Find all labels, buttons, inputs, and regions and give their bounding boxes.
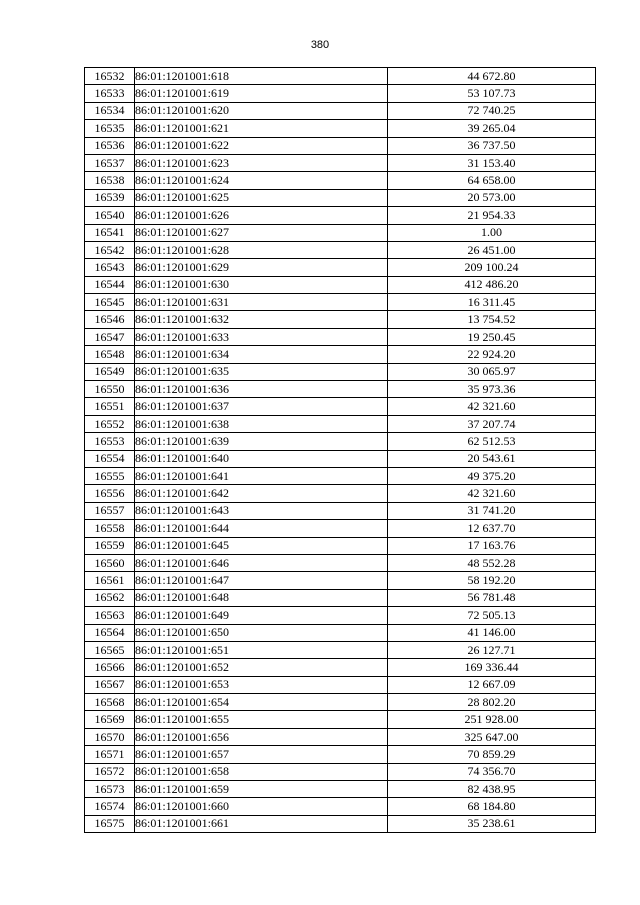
- cadastral-number-cell: 86:01:1201001:651: [135, 641, 388, 658]
- cadastral-value-cell: 412 486.20: [388, 276, 596, 293]
- cadastral-value-cell: 62 512.53: [388, 433, 596, 450]
- cadastral-value-cell: 169 336.44: [388, 659, 596, 676]
- cadastral-value-cell: 37 207.74: [388, 415, 596, 432]
- cadastral-number-cell: 86:01:1201001:658: [135, 763, 388, 780]
- cadastral-value-table: [84, 67, 596, 833]
- cadastral-number-cell: 86:01:1201001:627: [135, 224, 388, 241]
- row-number-cell: 16563: [85, 607, 135, 624]
- row-number-cell: 16569: [85, 711, 135, 728]
- table-body: [85, 68, 596, 833]
- table-row: [85, 415, 596, 432]
- cadastral-number-cell: 86:01:1201001:619: [135, 85, 388, 102]
- table-row: [85, 259, 596, 276]
- cadastral-value-cell: 53 107.73: [388, 85, 596, 102]
- row-number-cell: 16572: [85, 763, 135, 780]
- row-number-cell: 16553: [85, 433, 135, 450]
- row-number-cell: 16548: [85, 346, 135, 363]
- cadastral-value-cell: 12 667.09: [388, 676, 596, 693]
- table-row: [85, 537, 596, 554]
- row-number-cell: 16545: [85, 294, 135, 311]
- row-number-cell: 16547: [85, 328, 135, 345]
- cadastral-value-cell: 70 859.29: [388, 746, 596, 763]
- cadastral-number-cell: 86:01:1201001:622: [135, 137, 388, 154]
- table-row: [85, 815, 596, 832]
- cadastral-number-cell: 86:01:1201001:645: [135, 537, 388, 554]
- table-row: [85, 572, 596, 589]
- table-row: [85, 381, 596, 398]
- cadastral-value-cell: 42 321.60: [388, 398, 596, 415]
- cadastral-number-cell: 86:01:1201001:621: [135, 120, 388, 137]
- cadastral-number-cell: 86:01:1201001:640: [135, 450, 388, 467]
- cadastral-number-cell: 86:01:1201001:643: [135, 502, 388, 519]
- cadastral-number-cell: 86:01:1201001:646: [135, 554, 388, 571]
- cadastral-value-cell: 42 321.60: [388, 485, 596, 502]
- cadastral-number-cell: 86:01:1201001:625: [135, 189, 388, 206]
- cadastral-value-cell: 20 573.00: [388, 189, 596, 206]
- table-row: [85, 711, 596, 728]
- cadastral-number-cell: 86:01:1201001:634: [135, 346, 388, 363]
- row-number-cell: 16541: [85, 224, 135, 241]
- table-row: [85, 363, 596, 380]
- cadastral-number-cell: 86:01:1201001:647: [135, 572, 388, 589]
- row-number-cell: 16551: [85, 398, 135, 415]
- cadastral-number-cell: 86:01:1201001:636: [135, 381, 388, 398]
- row-number-cell: 16534: [85, 102, 135, 119]
- cadastral-number-cell: 86:01:1201001:629: [135, 259, 388, 276]
- table-row: [85, 694, 596, 711]
- row-number-cell: 16555: [85, 467, 135, 484]
- cadastral-value-cell: 35 973.36: [388, 381, 596, 398]
- cadastral-value-cell: 31 153.40: [388, 154, 596, 171]
- cadastral-number-cell: 86:01:1201001:628: [135, 241, 388, 258]
- cadastral-number-cell: 86:01:1201001:660: [135, 798, 388, 815]
- table-row: [85, 189, 596, 206]
- cadastral-value-cell: 58 192.20: [388, 572, 596, 589]
- cadastral-number-cell: 86:01:1201001:652: [135, 659, 388, 676]
- table-row: [85, 641, 596, 658]
- cadastral-value-cell: 41 146.00: [388, 624, 596, 641]
- cadastral-number-cell: 86:01:1201001:650: [135, 624, 388, 641]
- cadastral-number-cell: 86:01:1201001:637: [135, 398, 388, 415]
- row-number-cell: 16560: [85, 554, 135, 571]
- cadastral-value-cell: 56 781.48: [388, 589, 596, 606]
- row-number-cell: 16559: [85, 537, 135, 554]
- cadastral-number-cell: 86:01:1201001:656: [135, 728, 388, 745]
- table-row: [85, 294, 596, 311]
- cadastral-value-cell: 35 238.61: [388, 815, 596, 832]
- cadastral-value-cell: 72 505.13: [388, 607, 596, 624]
- cadastral-value-cell: 68 184.80: [388, 798, 596, 815]
- cadastral-number-cell: 86:01:1201001:653: [135, 676, 388, 693]
- cadastral-number-cell: 86:01:1201001:641: [135, 467, 388, 484]
- table-row: [85, 607, 596, 624]
- row-number-cell: 16544: [85, 276, 135, 293]
- cadastral-number-cell: 86:01:1201001:623: [135, 154, 388, 171]
- cadastral-value-cell: 209 100.24: [388, 259, 596, 276]
- cadastral-value-cell: 39 265.04: [388, 120, 596, 137]
- cadastral-value-cell: 49 375.20: [388, 467, 596, 484]
- cadastral-value-cell: 1.00: [388, 224, 596, 241]
- table-row: [85, 224, 596, 241]
- cadastral-value-cell: 12 637.70: [388, 520, 596, 537]
- row-number-cell: 16566: [85, 659, 135, 676]
- table-row: [85, 763, 596, 780]
- row-number-cell: 16533: [85, 85, 135, 102]
- cadastral-value-cell: 64 658.00: [388, 172, 596, 189]
- cadastral-number-cell: 86:01:1201001:659: [135, 781, 388, 798]
- row-number-cell: 16543: [85, 259, 135, 276]
- table-row: [85, 346, 596, 363]
- row-number-cell: 16557: [85, 502, 135, 519]
- row-number-cell: 16537: [85, 154, 135, 171]
- cadastral-number-cell: 86:01:1201001:632: [135, 311, 388, 328]
- row-number-cell: 16567: [85, 676, 135, 693]
- cadastral-number-cell: 86:01:1201001:655: [135, 711, 388, 728]
- cadastral-value-cell: 17 163.76: [388, 537, 596, 554]
- table-row: [85, 798, 596, 815]
- cadastral-number-cell: 86:01:1201001:631: [135, 294, 388, 311]
- table-row: [85, 154, 596, 171]
- cadastral-value-cell: 36 737.50: [388, 137, 596, 154]
- row-number-cell: 16540: [85, 207, 135, 224]
- row-number-cell: 16536: [85, 137, 135, 154]
- cadastral-number-cell: 86:01:1201001:644: [135, 520, 388, 537]
- cadastral-value-cell: 48 552.28: [388, 554, 596, 571]
- table-row: [85, 485, 596, 502]
- row-number-cell: 16532: [85, 68, 135, 85]
- row-number-cell: 16562: [85, 589, 135, 606]
- cadastral-number-cell: 86:01:1201001:624: [135, 172, 388, 189]
- cadastral-value-cell: 30 065.97: [388, 363, 596, 380]
- row-number-cell: 16539: [85, 189, 135, 206]
- table-row: [85, 68, 596, 85]
- table-row: [85, 589, 596, 606]
- row-number-cell: 16561: [85, 572, 135, 589]
- row-number-cell: 16575: [85, 815, 135, 832]
- page-number: 380: [310, 39, 330, 51]
- cadastral-number-cell: 86:01:1201001:626: [135, 207, 388, 224]
- table-row: [85, 659, 596, 676]
- cadastral-value-cell: 74 356.70: [388, 763, 596, 780]
- cadastral-value-cell: 16 311.45: [388, 294, 596, 311]
- cadastral-value-cell: 22 924.20: [388, 346, 596, 363]
- cadastral-value-cell: 82 438.95: [388, 781, 596, 798]
- cadastral-number-cell: 86:01:1201001:648: [135, 589, 388, 606]
- row-number-cell: 16565: [85, 641, 135, 658]
- table-row: [85, 502, 596, 519]
- table-row: [85, 554, 596, 571]
- row-number-cell: 16558: [85, 520, 135, 537]
- row-number-cell: 16571: [85, 746, 135, 763]
- row-number-cell: 16554: [85, 450, 135, 467]
- cadastral-number-cell: 86:01:1201001:618: [135, 68, 388, 85]
- table-row: [85, 207, 596, 224]
- row-number-cell: 16556: [85, 485, 135, 502]
- table-row: [85, 311, 596, 328]
- table-row: [85, 172, 596, 189]
- cadastral-value-cell: 325 647.00: [388, 728, 596, 745]
- cadastral-value-cell: 72 740.25: [388, 102, 596, 119]
- row-number-cell: 16552: [85, 415, 135, 432]
- table-row: [85, 328, 596, 345]
- table-row: [85, 520, 596, 537]
- row-number-cell: 16542: [85, 241, 135, 258]
- table-row: [85, 676, 596, 693]
- cadastral-value-cell: 26 127.71: [388, 641, 596, 658]
- table-row: [85, 276, 596, 293]
- cadastral-number-cell: 86:01:1201001:635: [135, 363, 388, 380]
- table-row: [85, 433, 596, 450]
- table-row: [85, 467, 596, 484]
- table-row: [85, 728, 596, 745]
- table-row: [85, 137, 596, 154]
- table-row: [85, 241, 596, 258]
- row-number-cell: 16549: [85, 363, 135, 380]
- cadastral-value-cell: 251 928.00: [388, 711, 596, 728]
- cadastral-value-cell: 28 802.20: [388, 694, 596, 711]
- table-row: [85, 85, 596, 102]
- row-number-cell: 16570: [85, 728, 135, 745]
- cadastral-number-cell: 86:01:1201001:630: [135, 276, 388, 293]
- cadastral-number-cell: 86:01:1201001:657: [135, 746, 388, 763]
- cadastral-value-cell: 26 451.00: [388, 241, 596, 258]
- cadastral-value-cell: 13 754.52: [388, 311, 596, 328]
- row-number-cell: 16538: [85, 172, 135, 189]
- cadastral-number-cell: 86:01:1201001:633: [135, 328, 388, 345]
- cadastral-number-cell: 86:01:1201001:638: [135, 415, 388, 432]
- row-number-cell: 16568: [85, 694, 135, 711]
- cadastral-number-cell: 86:01:1201001:654: [135, 694, 388, 711]
- row-number-cell: 16546: [85, 311, 135, 328]
- table-row: [85, 746, 596, 763]
- row-number-cell: 16550: [85, 381, 135, 398]
- cadastral-value-cell: 19 250.45: [388, 328, 596, 345]
- cadastral-number-cell: 86:01:1201001:642: [135, 485, 388, 502]
- table-row: [85, 624, 596, 641]
- table-row: [85, 398, 596, 415]
- table-row: [85, 450, 596, 467]
- cadastral-value-cell: 44 672.80: [388, 68, 596, 85]
- table-row: [85, 120, 596, 137]
- cadastral-number-cell: 86:01:1201001:620: [135, 102, 388, 119]
- cadastral-number-cell: 86:01:1201001:661: [135, 815, 388, 832]
- table-row: [85, 781, 596, 798]
- row-number-cell: 16574: [85, 798, 135, 815]
- table-row: [85, 102, 596, 119]
- cadastral-number-cell: 86:01:1201001:639: [135, 433, 388, 450]
- row-number-cell: 16564: [85, 624, 135, 641]
- cadastral-value-cell: 21 954.33: [388, 207, 596, 224]
- cadastral-value-cell: 31 741.20: [388, 502, 596, 519]
- cadastral-number-cell: 86:01:1201001:649: [135, 607, 388, 624]
- row-number-cell: 16535: [85, 120, 135, 137]
- cadastral-value-cell: 20 543.61: [388, 450, 596, 467]
- row-number-cell: 16573: [85, 781, 135, 798]
